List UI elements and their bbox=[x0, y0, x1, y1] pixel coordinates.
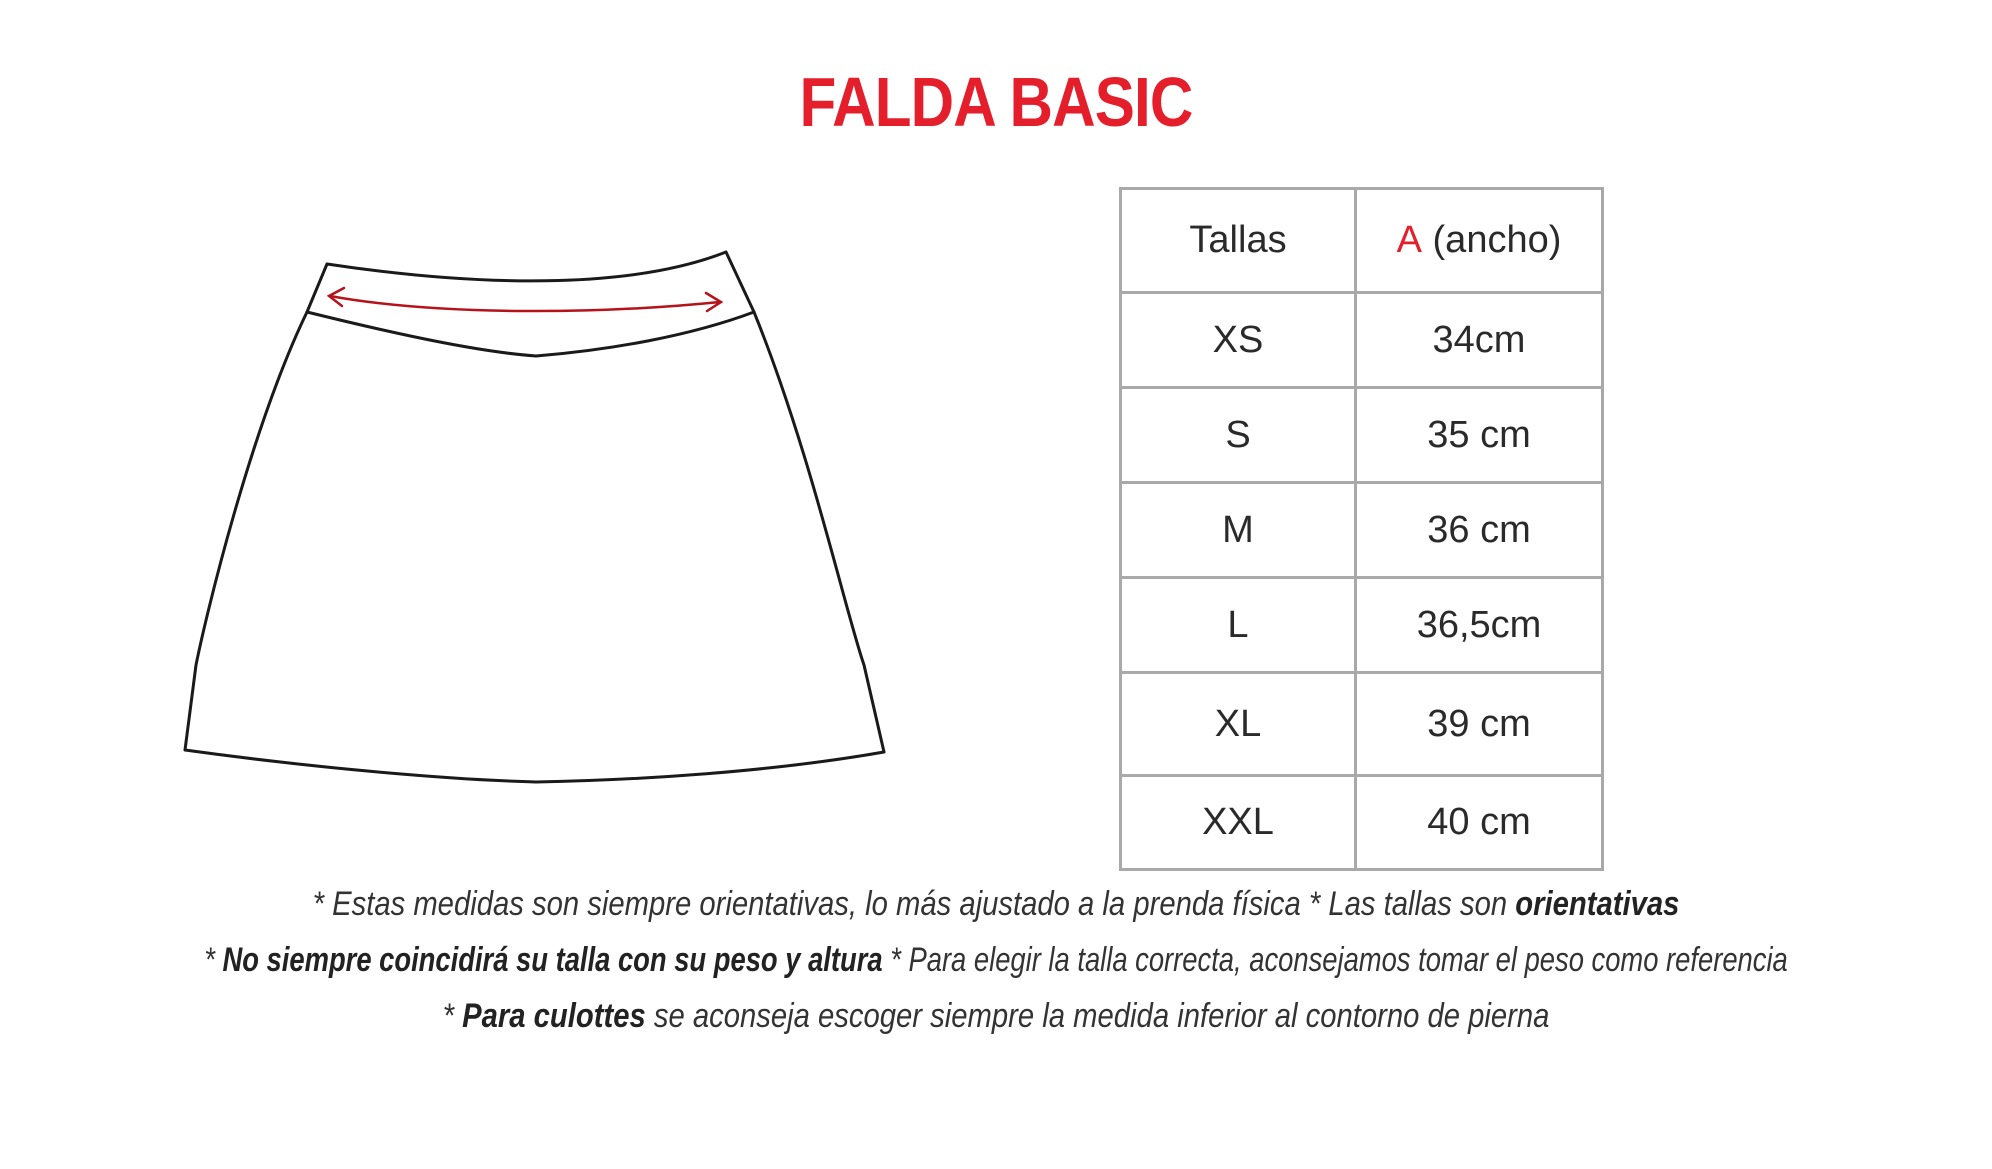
note-text: * bbox=[442, 997, 463, 1035]
note-text: * Estas medidas son siempre orientativas, lo más ajustado a la prenda física * Las tallas son bbox=[312, 885, 1516, 923]
width-cell: 36,5cm bbox=[1356, 578, 1603, 673]
note-emphasis: No siempre coincidirá su talla con su peso y altura bbox=[222, 941, 883, 979]
note-line bbox=[194, 932, 1798, 988]
note-text: * Para elegir la talla correcta, aconsejamos tomar el peso como referencia bbox=[882, 941, 1788, 979]
header-width-letter: A bbox=[1396, 219, 1422, 261]
width-measure-arrow bbox=[329, 288, 721, 311]
page-title: FALDA BASIC bbox=[799, 63, 1193, 141]
size-table bbox=[1119, 187, 1604, 871]
table-row bbox=[1121, 776, 1603, 870]
size-cell: L bbox=[1121, 578, 1356, 673]
size-notes bbox=[0, 876, 1992, 1044]
header-size: Tallas bbox=[1121, 189, 1356, 293]
width-cell: 35 cm bbox=[1356, 388, 1603, 483]
note-line bbox=[139, 988, 1852, 1044]
size-cell: XXL bbox=[1121, 776, 1356, 870]
size-cell: XS bbox=[1121, 293, 1356, 388]
width-cell: 40 cm bbox=[1356, 776, 1603, 870]
header-width-label: (ancho) bbox=[1432, 219, 1562, 261]
width-cell: 34cm bbox=[1356, 293, 1603, 388]
note-text: se aconseja escoger siempre la medida inferior al contorno de pierna bbox=[645, 997, 1550, 1035]
width-cell: 39 cm bbox=[1356, 673, 1603, 776]
width-cell: 36 cm bbox=[1356, 483, 1603, 578]
table-row bbox=[1121, 578, 1603, 673]
note-emphasis: orientativas bbox=[1515, 885, 1680, 923]
header-width bbox=[1356, 189, 1603, 293]
table-row bbox=[1121, 483, 1603, 578]
size-cell: M bbox=[1121, 483, 1356, 578]
skirt-outline-icon bbox=[170, 240, 900, 800]
table-header-row bbox=[1121, 189, 1603, 293]
note-line bbox=[139, 876, 1852, 932]
table-row bbox=[1121, 293, 1603, 388]
note-text: * bbox=[204, 941, 223, 979]
table-row bbox=[1121, 673, 1603, 776]
size-cell: S bbox=[1121, 388, 1356, 483]
note-emphasis: Para culottes bbox=[462, 997, 646, 1035]
size-cell: XL bbox=[1121, 673, 1356, 776]
table-row bbox=[1121, 388, 1603, 483]
